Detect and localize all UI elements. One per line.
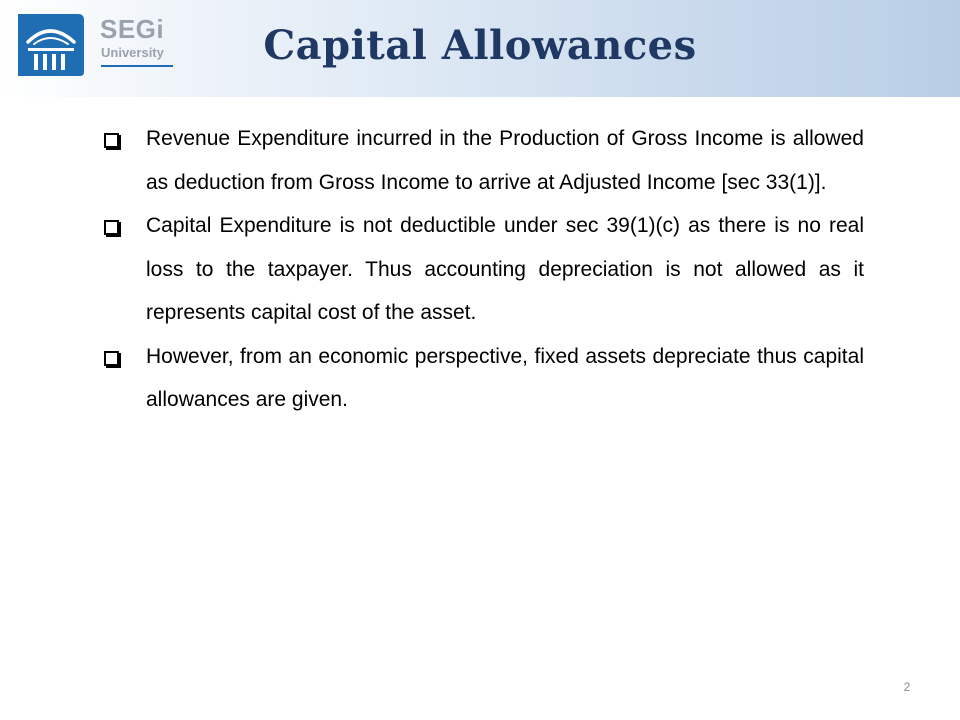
- slide-title: Capital Allowances: [263, 22, 697, 69]
- checkbox-bullet-icon: [104, 133, 119, 148]
- logo-subtitle: University: [101, 45, 164, 60]
- bullet-text: However, from an economic perspective, fixed assets depreciate thus capital allowances are given.: [146, 344, 864, 411]
- checkbox-bullet-icon: [104, 220, 119, 235]
- bullet-text: Capital Expenditure is not deductible under sec 39(1)(c) as there is no real loss to the taxpayer. Thus accounting depreciation is not allowed as it represents capital cost of the asset.: [146, 214, 864, 324]
- bullet-item: [100, 204, 864, 335]
- bullet-text: Revenue Expenditure incurred in the Production of Gross Income is allowed as deduction from Gross Income to arrive at Adjusted Income [sec 33(1)].: [146, 127, 864, 194]
- bullet-item: [100, 335, 864, 422]
- bullet-item: [100, 117, 864, 204]
- logo-name: SEGi: [100, 14, 165, 44]
- checkbox-bullet-icon: [104, 351, 119, 366]
- page-number: 2: [903, 680, 911, 694]
- bullet-list: [100, 117, 864, 422]
